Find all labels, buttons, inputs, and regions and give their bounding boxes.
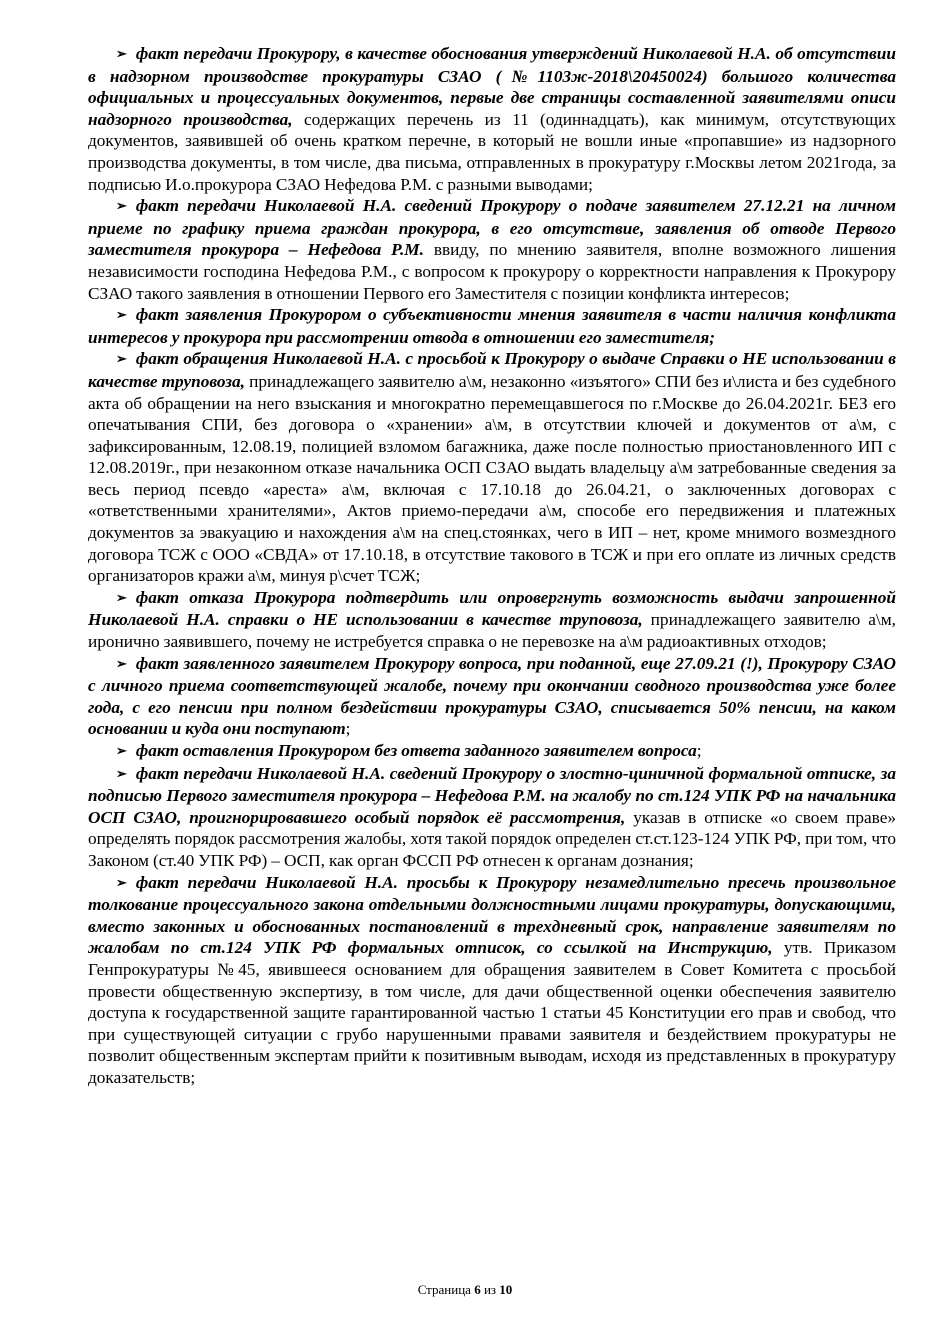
current-page-number: 6 (474, 1282, 481, 1297)
body-text: указав в отписке «о своем праве» определять порядок рассмотрения жалобы, хотя такой порядок определен ст.ст.123-124 УПК РФ, при том, что Законом (ст.40 УПК РФ) – ОСП, как орган ФССП РФ отнесен к органам дознания; (88, 807, 897, 870)
emphasis-text: факт заявленного заявителем Прокурору вопроса, при поданной, еще 27.09.21 (!), Прокурору СЗАО с личного приема соответствующей жалобе, почему при окончании сводного производства уже более года, с его пенсии при полном бездействии прокуратуры СЗАО, списывается 50% пенсии, на каком основании и куда они поступают (88, 653, 896, 739)
bullet-icon: ➢ (116, 743, 127, 758)
total-page-count: 10 (499, 1282, 513, 1297)
emphasis-text: факт отказа Прокурора подтвердить или опровергнуть возможность выдачи запрошенной Николаевой Н.А. справки о НЕ использовании в качестве труповоза, (88, 587, 896, 630)
paragraph-5 (88, 587, 896, 653)
body-text: принадлежащего заявителю а\м, иронично заявившего, почему не истребуется справка о не перевозке на а\м радиоактивных отходов; (88, 610, 896, 652)
footer-prefix: Страница (417, 1282, 475, 1297)
emphasis-text: факт передачи Николаевой Н.А. сведений Прокурору о злостно-циничной формальной отписке, за подписью Первого заместителя прокурора – Нефедова Р.М. на жалобу по ст.124 УПК РФ на начальника ОСП СЗАО, проигнорировавшего особый порядок её рассмотрения, (88, 763, 896, 827)
body-text: ; (345, 719, 351, 739)
paragraph-3 (88, 304, 896, 348)
paragraph-2 (88, 195, 896, 304)
paragraph-6 (88, 653, 896, 740)
emphasis-text: факт заявления Прокурором о субъективности мнения заявителя в части наличия конфликта интересов у прокурора при рассмотрении отвода в отношении его заместителя; (88, 305, 896, 347)
body-text: принадлежащего заявителю а\м, незаконно «изъятого» СПИ без и\листа и без судебного акта об обращении на него взыскания и многократно перемещавшегося по г.Москве до 26.04.2021г. БЕЗ его опечатывания СПИ, без договора о «хранении» а\м, в отсутствии ключей и документов от а\м, с зафиксированным, 12.08.19, полицией взломом багажника, даже после полностью приостановленного ИП с 12.08.2019г., при незаконном отказе начальника ОСП СЗАО выдать владельцу а\м затребованные сведения за весь период псевдо «ареста» а\м, включая с 17.10.18 до 26.04.21, о заключенных договорах с «ответственными хранителями», Актов приемо-передачи а\м, способе его передвижения и платежных документов за эвакуацию и нахождения а\м на спец.стоянках, чего в ИП – нет, кроме мнимого возмездного договора ТСЖ с ООО «СВДА» от 17.10.18, в отсутствие такового в ТСЖ и при его оплате из личных средств организаторов кражи а\м, минуя р\счет ТСЖ; (88, 371, 896, 586)
paragraph-9 (88, 872, 896, 1089)
paragraph-4 (88, 348, 896, 587)
emphasis-text: факт обращения Николаевой Н.А. с просьбой к Прокурору о выдаче Справки о НЕ использовании в качестве труповоза, (88, 349, 896, 391)
paragraph-8 (88, 763, 896, 872)
body-text: ; (696, 741, 702, 760)
emphasis-text: факт передачи Николаевой Н.А. просьбы к Прокурору незамедлительно пресечь произвольное толкование процессуального закона отдельными должностными лицами прокуратуры, допускающими, вместо законных и обоснованных постановлений в трехдневный срок, направление заявителям по жалобам по ст.124 УПК РФ формальных отписок, со ссылкой на Инструкцию, (88, 872, 896, 958)
body-text: утв. Приказом Генпрокуратуры №45, явившееся основанием для обращения заявителем в Совет Комитета с просьбой провести общественную экспертизу, в том числе, для дачи общественной оценки обеспечения заявителю доступа к государственной защите гарантированной частью 1 статьи 45 Конституции его прав и свобод, что при существующей ситуации с грубо нарушенными правами заявителя и бездействием прокуратуры не позволит общественным экспертам прийти к позитивным выводам, исходя из представленных в прокуратуру доказательств; (88, 938, 897, 1087)
bullet-icon: ➢ (116, 765, 127, 781)
body-text: содержащих перечень из 11 (одиннадцать), как минимум, отсутствующих документов, заявившей об очень кратком перечне, в который не вошли иные «пропавшие» из надзорного производства документы, в том числе, два письма, отправленных в прокуратуру г.Москвы летом 2021года, за подписью И.о.прокурора СЗАО Нефедова Р.М. с разными выводами; (88, 109, 897, 194)
paragraph-1 (88, 43, 896, 195)
bullet-icon: ➢ (116, 589, 127, 605)
bullet-icon: ➢ (116, 198, 127, 214)
paragraph-7 (88, 740, 896, 763)
emphasis-text: факт передачи Прокурору, в качестве обоснования утверждений Николаевой Н.А. об отсутствии в надзорном производстве прокуратуры СЗАО (№1103ж-2018\20450024) большого количества официальных и процессуальных документов, первые две страницы составленной заявителями описи надзорного производства, (88, 44, 896, 129)
footer-middle: из (480, 1282, 500, 1297)
emphasis-text: факт передачи Николаевой Н.А. сведений Прокурору о подаче заявителем 27.12.21 на личном приеме по графику приема граждан прокурора, в его отсутствие, заявления об отводе Первого заместителя прокурора – Нефедова Р.М. (88, 196, 896, 260)
body-text: ввиду, по мнению заявителя, вполне возможного лишения независимости господина Нефедова Р.М., с вопросом к прокурору о корректности направления к Прокурору СЗАО такого заявления в отношении Первого его Заместителя с позиции конфликта интересов; (88, 240, 896, 303)
bullet-icon: ➢ (116, 655, 127, 671)
emphasis-text: факт оставления Прокурором без ответа заданного заявителем вопроса (135, 741, 697, 760)
bullet-icon: ➢ (116, 307, 127, 323)
bullet-icon: ➢ (116, 351, 127, 367)
page-footer (0, 1282, 930, 1298)
document-body (88, 43, 896, 1089)
bullet-icon: ➢ (116, 46, 127, 61)
bullet-icon: ➢ (116, 874, 127, 890)
